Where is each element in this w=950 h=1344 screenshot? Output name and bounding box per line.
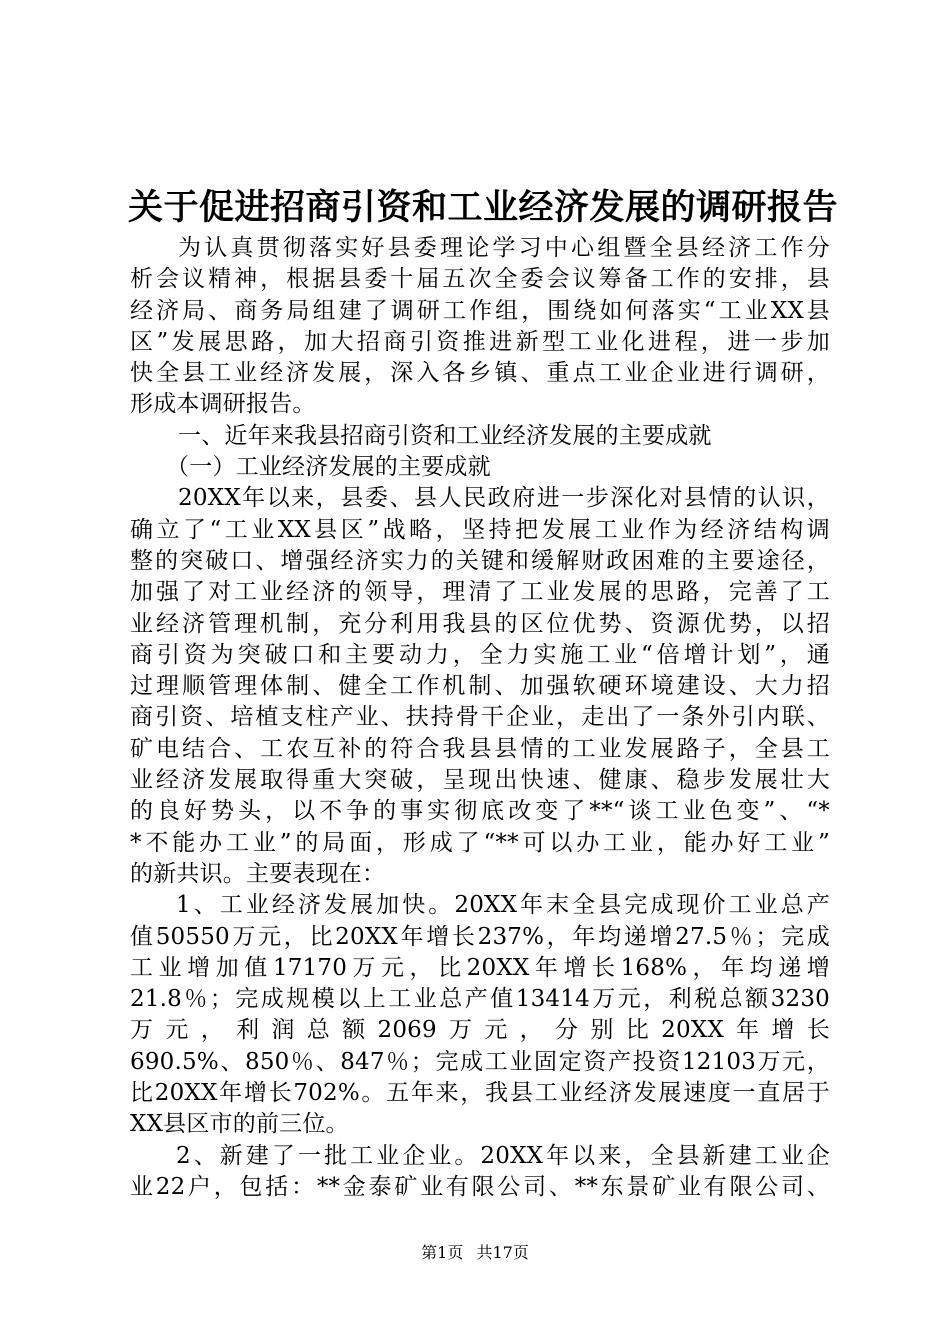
paragraph-line: 业经济发展取得重大突破，呈现出快速、健康、稳步发展壮大 [130, 767, 830, 794]
paragraph-line: 为认真贯彻落实好县委理论学习中心组暨全县经济工作分 [178, 235, 830, 261]
page-footer [0, 1243, 950, 1263]
paragraph-line: 690.5%、850％、847％；完成工业固定资产投资12103万元， [130, 1048, 830, 1075]
paragraph-line: 快全县工业经济发展，深入各乡镇、重点工业企业进行调研， [130, 360, 830, 387]
paragraph-line: 确立了“工业XX县区”战略，坚持把发展工业作为经济结构调 [130, 516, 830, 543]
paragraph-line: 区”发展思路，加大招商引资推进新型工业化进程，进一步加 [130, 328, 830, 355]
page-total: 共17页 [476, 1243, 529, 1262]
page-number: 第1页 [421, 1243, 464, 1262]
paragraph-line: 整的突破口、增强经济实力的关键和缓解财政困难的主要途径， [130, 547, 830, 574]
paragraph-line: 值50550万元，比20XX年增长237%，年均递增27.5％；完成 [130, 923, 830, 950]
paragraph-line: 过理顺管理体制、健全工作机制、加强软硬环境建设、大力招 [130, 673, 830, 700]
paragraph-line: 万元，利润总额2069万元，分别比20XX年增长 [130, 1017, 830, 1044]
paragraph-line: 业经济管理机制，充分利用我县的区位优势、资源优势，以招 [130, 610, 830, 637]
paragraph-line: 矿电结合、工农互补的符合我县县情的工业发展路子，全县工 [130, 735, 830, 762]
paragraph-line: 工业增加值17170万元，比20XX年增长168%，年均递增 [130, 954, 830, 981]
paragraph-line: 的新共识。主要表现在： [130, 860, 386, 887]
paragraph-line: 业22户，包括：**金泰矿业有限公司、**东景矿业有限公司、 [130, 1173, 830, 1200]
section-heading: 一、近年来我县招商引资和工业经济发展的主要成就 [178, 422, 712, 449]
paragraph-line: 1、工业经济发展加快。20XX年末全县完成现价工业总产 [176, 892, 830, 919]
paragraph-line: 析会议精神，根据县委十届五次全委会议筹备工作的安排，县 [130, 266, 830, 293]
paragraph-line: 商引资为突破口和主要动力，全力实施工业“倍增计划”，通 [130, 641, 830, 668]
document-body [130, 233, 830, 1203]
paragraph-line: 形成本调研报告。 [130, 391, 316, 418]
paragraph-line: 经济局、商务局组建了调研工作组，围绕如何落实“工业XX县 [130, 297, 830, 324]
paragraph-line: 商引资、培植支柱产业、扶持骨干企业，走出了一条外引内联、 [130, 704, 830, 731]
paragraph-line: 21.8％；完成规模以上工业总产值13414万元，利税总额3230 [130, 986, 830, 1013]
document-title: 关于促进招商引资和工业经济发展的调研报告 [128, 187, 839, 228]
paragraph-line: 加强了对工业经济的领导，理清了工业发展的思路，完善了工 [130, 579, 830, 606]
subsection-heading: （一）工业经济发展的主要成就 [166, 454, 491, 481]
paragraph-line: 2、新建了一批工业企业。20XX年以来，全县新建工业企 [176, 1142, 830, 1169]
paragraph-line: 比20XX年增长702%。五年来，我县工业经济发展速度一直居于 [130, 1080, 830, 1107]
paragraph-line: 的良好势头，以不争的事实彻底改变了**“谈工业色变”、“* [130, 798, 830, 825]
paragraph-line: XX县区市的前三位。 [130, 1111, 349, 1138]
paragraph-line: 20XX年以来，县委、县人民政府进一步深化对县情的认识， [178, 485, 830, 512]
paragraph-line: *不能办工业”的局面，形成了“**可以办工业，能办好工业” [130, 829, 830, 856]
